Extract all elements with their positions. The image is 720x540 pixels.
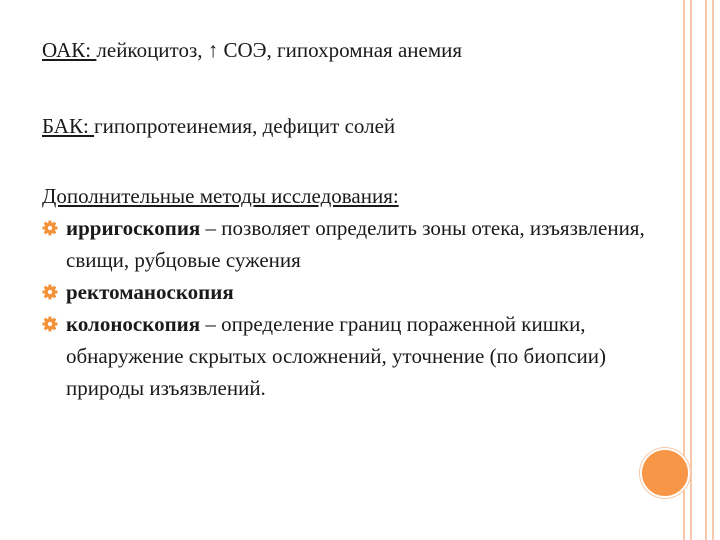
- list-item: [42, 276, 662, 308]
- bak-line: [42, 110, 662, 142]
- decorative-circle: [640, 448, 690, 498]
- bak-label: БАК:: [42, 114, 95, 138]
- list-item: [42, 212, 662, 276]
- item-text: – позволяет определить зоны отека, изъязвления, свищи, рубцовые сужения: [66, 216, 645, 272]
- extra-heading: Дополнительные методы исследования:: [42, 184, 399, 208]
- gear-icon: [42, 316, 58, 332]
- item-term: ирригоскопия: [66, 216, 201, 240]
- bak-text: гипопротеинемия, дефицит солей: [94, 114, 396, 138]
- gear-icon: [42, 220, 58, 236]
- item-term: ректоманоскопия: [66, 280, 234, 304]
- gear-icon: [42, 284, 58, 300]
- border-line: [712, 0, 714, 540]
- border-line: [705, 0, 707, 540]
- list-item: [42, 308, 662, 404]
- oak-line: [42, 34, 662, 66]
- border-line: [690, 0, 692, 540]
- slide-content: [42, 34, 662, 404]
- oak-text: лейкоцитоз, ↑ СОЭ, гипохромная анемия: [96, 38, 463, 62]
- oak-label: ОАК:: [42, 38, 97, 62]
- item-term: колоноскопия: [66, 312, 201, 336]
- item-text: – определение границ пораженной кишки, обнаружение скрытых осложнений, уточнение (по биопсии) природы изъязвлений.: [66, 312, 607, 400]
